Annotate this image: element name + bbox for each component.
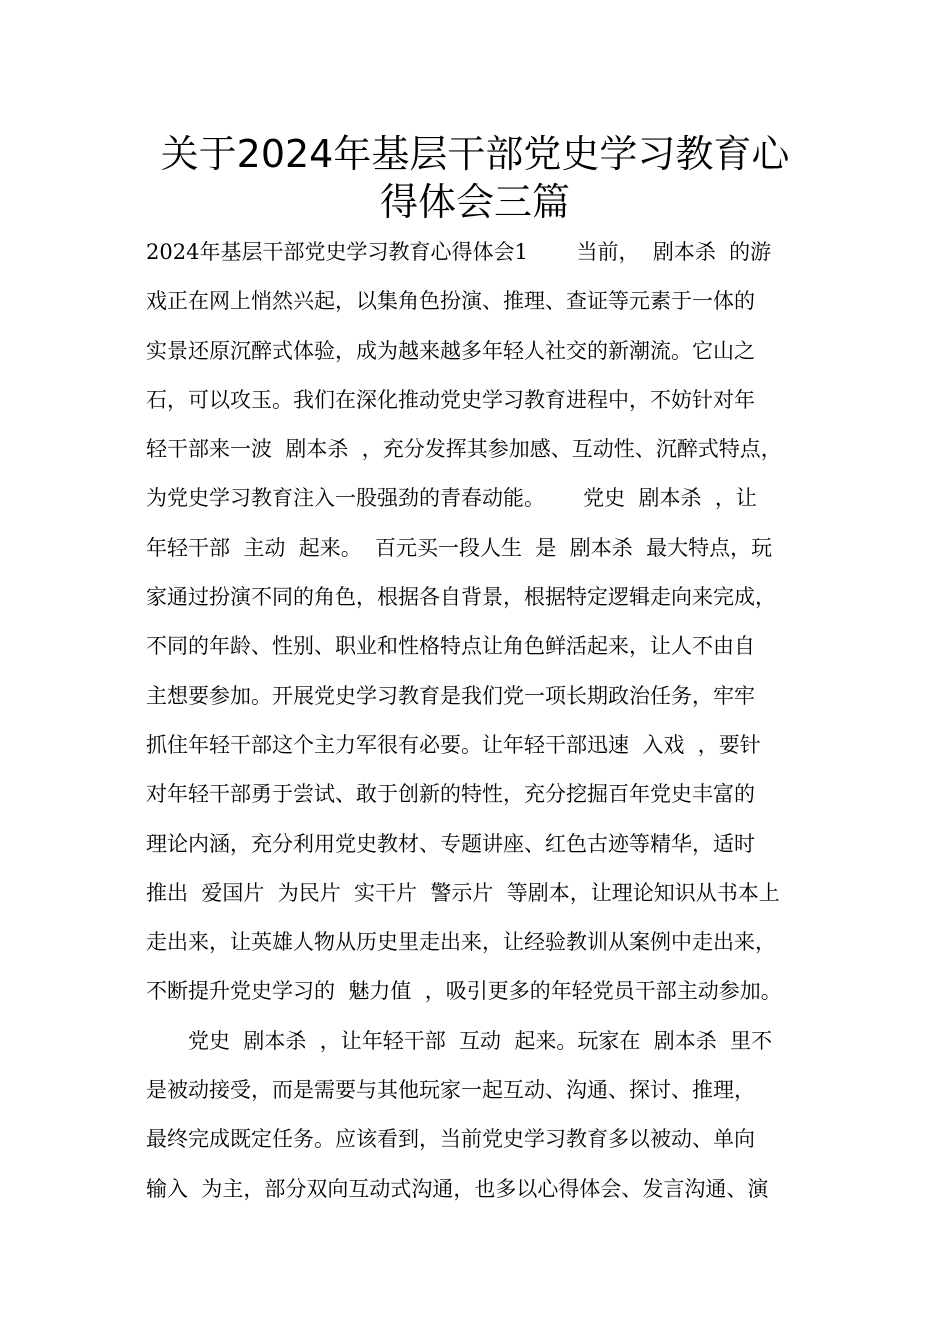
body-line: 为党史学习教育注入一股强劲的青春动能。 党史 剧本杀 ，让: [146, 486, 757, 511]
body-line: 主想要参加。开展党史学习教育是我们党一项长期政治任务，牢牢: [146, 683, 755, 708]
body-line: 轻干部来一波 剧本杀 ，充分发挥其参加感、互动性、沉醉式特点，: [146, 437, 782, 462]
body-line: 不断提升党史学习的 魅力值 ，吸引更多的年轻党员干部主动参加。: [146, 979, 782, 1004]
body-line: 实景还原沉醉式体验，成为越来越多年轻人社交的新潮流。它山之: [146, 338, 755, 363]
body-line: 走出来，让英雄人物从历史里走出来，让经验教训从案例中走出来，: [146, 930, 776, 955]
body-line: 2024年基层干部党史学习教育心得体会1 当前， 剧本杀 的游: [146, 240, 772, 264]
body-line: 对年轻干部勇于尝试、敢于创新的特性，充分挖掘百年党史丰富的: [146, 782, 755, 807]
body-line: 不同的年龄、性别、职业和性格特点让角色鲜活起来，让人不由自: [146, 634, 755, 659]
body-line: 年轻干部 主动 起来。 百元买一段人生 是 剧本杀 最大特点，玩: [146, 535, 773, 560]
body-line: 推出 爱国片 为民片 实干片 警示片 等剧本，让理论知识从书本上: [146, 880, 780, 905]
body-line: 戏正在网上悄然兴起，以集角色扮演、推理、查证等元素于一体的: [146, 289, 755, 314]
body-line: 输入 为主，部分双向互动式沟通，也多以心得体会、发言沟通、演: [146, 1176, 769, 1201]
body-line: 最终完成既定任务。应该看到，当前党史学习教育多以被动、单向: [146, 1127, 755, 1152]
document-title-line-1: 关于2024年基层干部党史学习教育心: [160, 132, 790, 176]
body-line: 石，可以攻玉。我们在深化推动党史学习教育进程中，不妨针对年: [146, 387, 755, 412]
body-line: 党史 剧本杀 ，让年轻干部 互动 起来。玩家在 剧本杀 里不: [146, 1028, 773, 1053]
document-body: [146, 228, 826, 1214]
body-line: 抓住年轻干部这个主力军很有必要。让年轻干部迅速 入戏 ，要针: [146, 732, 761, 757]
body-line: 是被动接受，而是需要与其他玩家一起互动、沟通、探讨、推理，: [146, 1078, 755, 1103]
body-line: 理论内涵，充分利用党史教材、专题讲座、红色古迹等精华，适时: [146, 831, 755, 856]
document-title-line-2: 得体会三篇: [379, 180, 570, 224]
body-line: 家通过扮演不同的角色，根据各自背景，根据特定逻辑走向来完成，: [146, 585, 776, 610]
